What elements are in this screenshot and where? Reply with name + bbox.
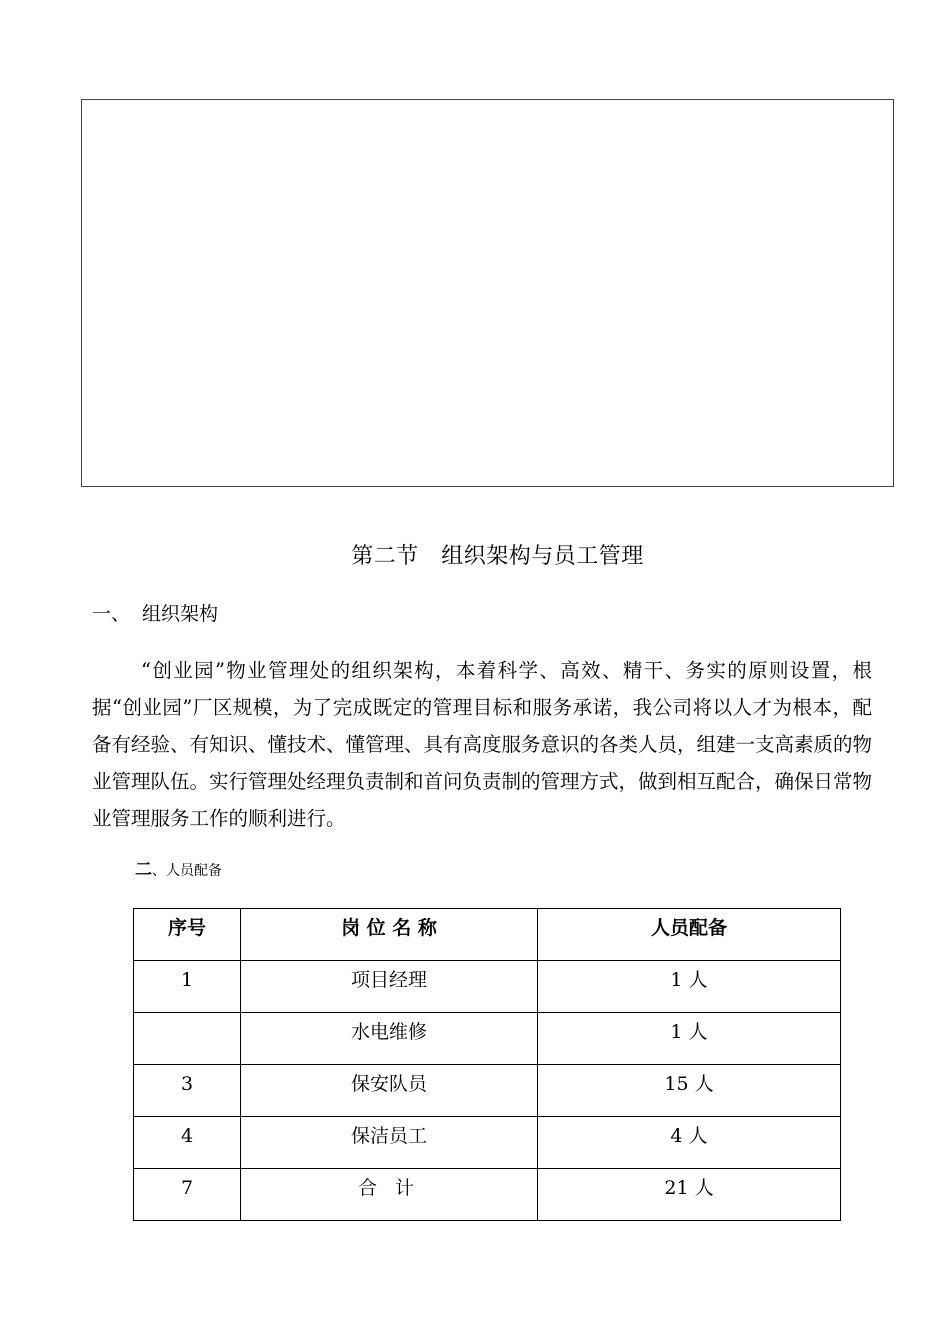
table-row [134,1065,841,1117]
row-index: 3 [134,1065,241,1117]
row-position: 保洁员工 [241,1117,538,1169]
header-position: 岗 位 名 称 [241,909,538,961]
table-row-total [134,1169,841,1221]
body-paragraph: “创业园”物业管理处的组织架构，本着科学、高效、精干、务实的原则设置，根据“创业园”厂区规模，为了完成既定的管理目标和服务承诺，我公司将以人才为根本，配备有经验、有知识、懂技术、懂管理、具有高度服务意识的各类人员，组建一支高素质的物业管理队伍。实行管理处经理负责制和首问负责制的管理方式，做到相互配合，确保日常物业管理服务工作的顺利进行。 [92,659,873,830]
header-index: 序号 [134,909,241,961]
heading-organization [92,599,218,629]
section-title: 第二节 组织架构与员工管理 [351,544,644,569]
heading-staffing [135,858,222,883]
row-staff-count: 21 人 [538,1169,841,1221]
row-position: 水电维修 [241,1013,538,1065]
row-position: 合 计 [241,1169,538,1221]
row-staff-count: 1 人 [538,1013,841,1065]
row-staff-count: 1 人 [538,961,841,1013]
staffing-table [133,908,841,1221]
row-index: 4 [134,1117,241,1169]
row-staff-count: 4 人 [538,1117,841,1169]
heading-1-text: 组织架构 [142,603,219,625]
heading-2-text: 、人员配备 [152,863,222,879]
table-row [134,1013,841,1065]
heading-1-number: 一、 [92,603,131,625]
row-position: 项目经理 [241,961,538,1013]
table-row [134,961,841,1013]
empty-image-frame [81,99,894,487]
header-staff-count: 人员配备 [538,909,841,961]
row-index: 1 [134,961,241,1013]
table-row [134,1117,841,1169]
table-header-row [134,909,841,961]
row-staff-count: 15 人 [538,1065,841,1117]
row-index: 7 [134,1169,241,1221]
row-position: 保安队员 [241,1065,538,1117]
row-index [134,1013,241,1065]
heading-2-number: 二 [135,860,152,880]
